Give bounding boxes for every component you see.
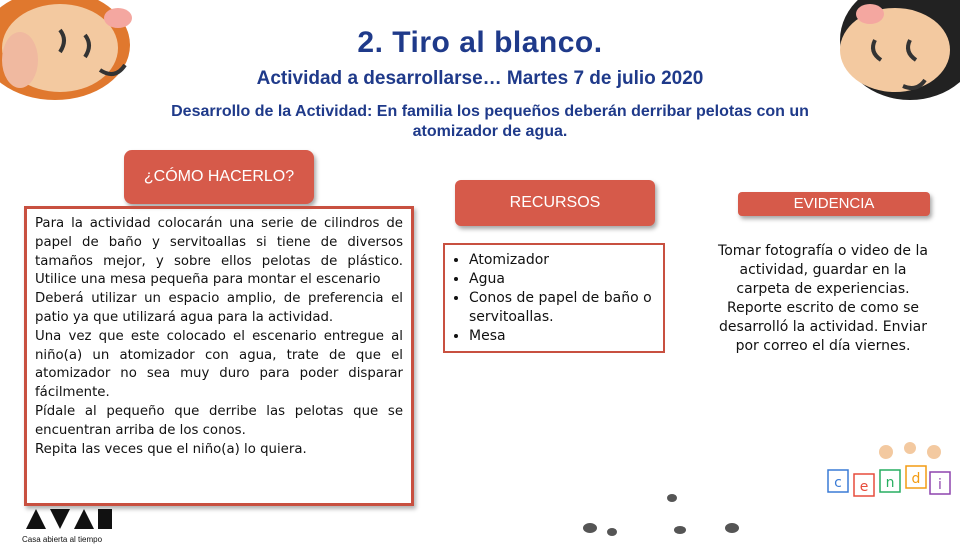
- uam-logo-caption: Casa abierta al tiempo: [22, 535, 103, 544]
- resources-list: [455, 251, 653, 346]
- resource-item: • Mesa: [469, 327, 653, 346]
- activity-date: Actividad a desarrollarse… Martes 7 de julio 2020: [256, 68, 704, 89]
- page-title: 2. Tiro al blanco.: [357, 26, 603, 59]
- evidence-label: EVIDENCIA: [738, 192, 930, 216]
- instruction-paragraph: Pídale al pequeño que derribe las pelotas que se encuentran arriba de los conos.: [35, 403, 403, 438]
- uam-logo-mark: [22, 505, 122, 531]
- cendi-logo-graphic: [826, 440, 954, 500]
- decorative-blobs-illustration: [560, 490, 760, 540]
- evidence-text: Tomar fotografía o video de la actividad, guardar en la carpeta de experiencias. Reporte escrito de como se desarrolló la actividad. Enviar por correo el día viernes.: [718, 243, 928, 354]
- instructions-box: [24, 206, 414, 506]
- cendi-logo: [826, 440, 954, 500]
- cendi-letter: n: [885, 475, 895, 491]
- cendi-letter: d: [911, 471, 921, 487]
- how-to-label: ¿CÓMO HACERLO?: [124, 150, 314, 204]
- resource-item: • Conos de papel de baño o servitoallas.: [469, 289, 653, 327]
- resources-box: [443, 243, 665, 353]
- instruction-paragraph: Deberá utilizar un espacio amplio, de preferencia el patio ya que utilizará agua para la actividad.: [35, 291, 403, 325]
- uam-logo: [22, 505, 122, 544]
- instruction-paragraph: Para la actividad colocarán una serie de cilindros de papel de baño y servitoallas si tiene de diversos tamaños mejor, y sobre ellos pelotas de plástico. Utilice una mesa pequeña para montar el escenario: [35, 216, 403, 288]
- activity-description: Desarrollo de la Actividad: En familia los pequeños deberán derribar pelotas con un atomizador de agua.: [171, 103, 809, 140]
- instruction-paragraph: Repita las veces que el niño(a) lo quiera.: [35, 441, 307, 457]
- cendi-letter: i: [938, 477, 942, 493]
- cendi-letter: e: [859, 479, 869, 495]
- instruction-paragraph: Una vez que este colocado el escenario entregue al niño(a) un atomizador con agua, trate de que el atomizador no sea muy duro para poder disparar fácilmente.: [35, 328, 403, 401]
- resources-label: RECURSOS: [455, 180, 655, 226]
- resource-item: • Agua: [469, 270, 653, 289]
- resource-item: • Atomizador: [469, 251, 653, 270]
- cendi-letter: c: [834, 475, 842, 491]
